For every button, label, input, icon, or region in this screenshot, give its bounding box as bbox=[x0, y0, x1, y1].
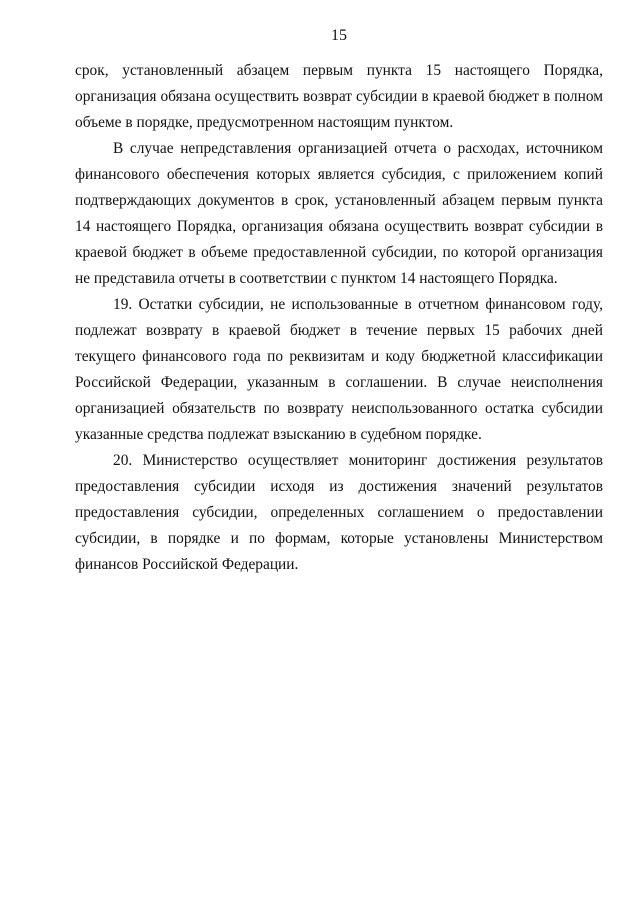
paragraph-continuation: срок, установленный абзацем первым пункта 15 настоящего Порядка, организация обязана осуществить возврат субсидии в краевой бюджет в полном объеме в порядке, предусмотренном настоящим пунктом. bbox=[75, 62, 603, 131]
paragraph-19-subsidy-remainder: 19. Остатки субсидии, не использованные в отчетном финансовом году, подлежат возврату в краевой бюджет в течение первых 15 рабочих дней текущего финансового года по реквизитам и коду бюджетной классификации Российской Федерации, указанным в соглашении. В случае неисполнения организацией обязательств по возврату неиспользованного остатка субсидии указанные средства подлежат взысканию в судебном порядке. bbox=[75, 296, 603, 443]
document-page bbox=[75, 26, 603, 578]
paragraph-20-monitoring: 20. Министерство осуществляет мониторинг достижения результатов предоставления субсидии исходя из достижения значений результатов предоставления субсидии, определенных соглашением о предоставлении субсидии, в порядке и по формам, которые установлены Министерством финансов Российской Федерации. bbox=[75, 452, 603, 573]
paragraph-report-failure: В случае непредставления организацией отчета о расходах, источником финансового обеспечения которых является субсидия, с приложением копий подтверждающих документов в срок, установленный абзацем первым пункта 14 настоящего Порядка, организация обязана осуществить возврат субсидии в краевой бюджет в объеме предоставленной субсидии, по которой организация не представила отчеты в соответствии с пунктом 14 настоящего Порядка. bbox=[75, 140, 603, 287]
page-number: 15 bbox=[331, 27, 347, 44]
